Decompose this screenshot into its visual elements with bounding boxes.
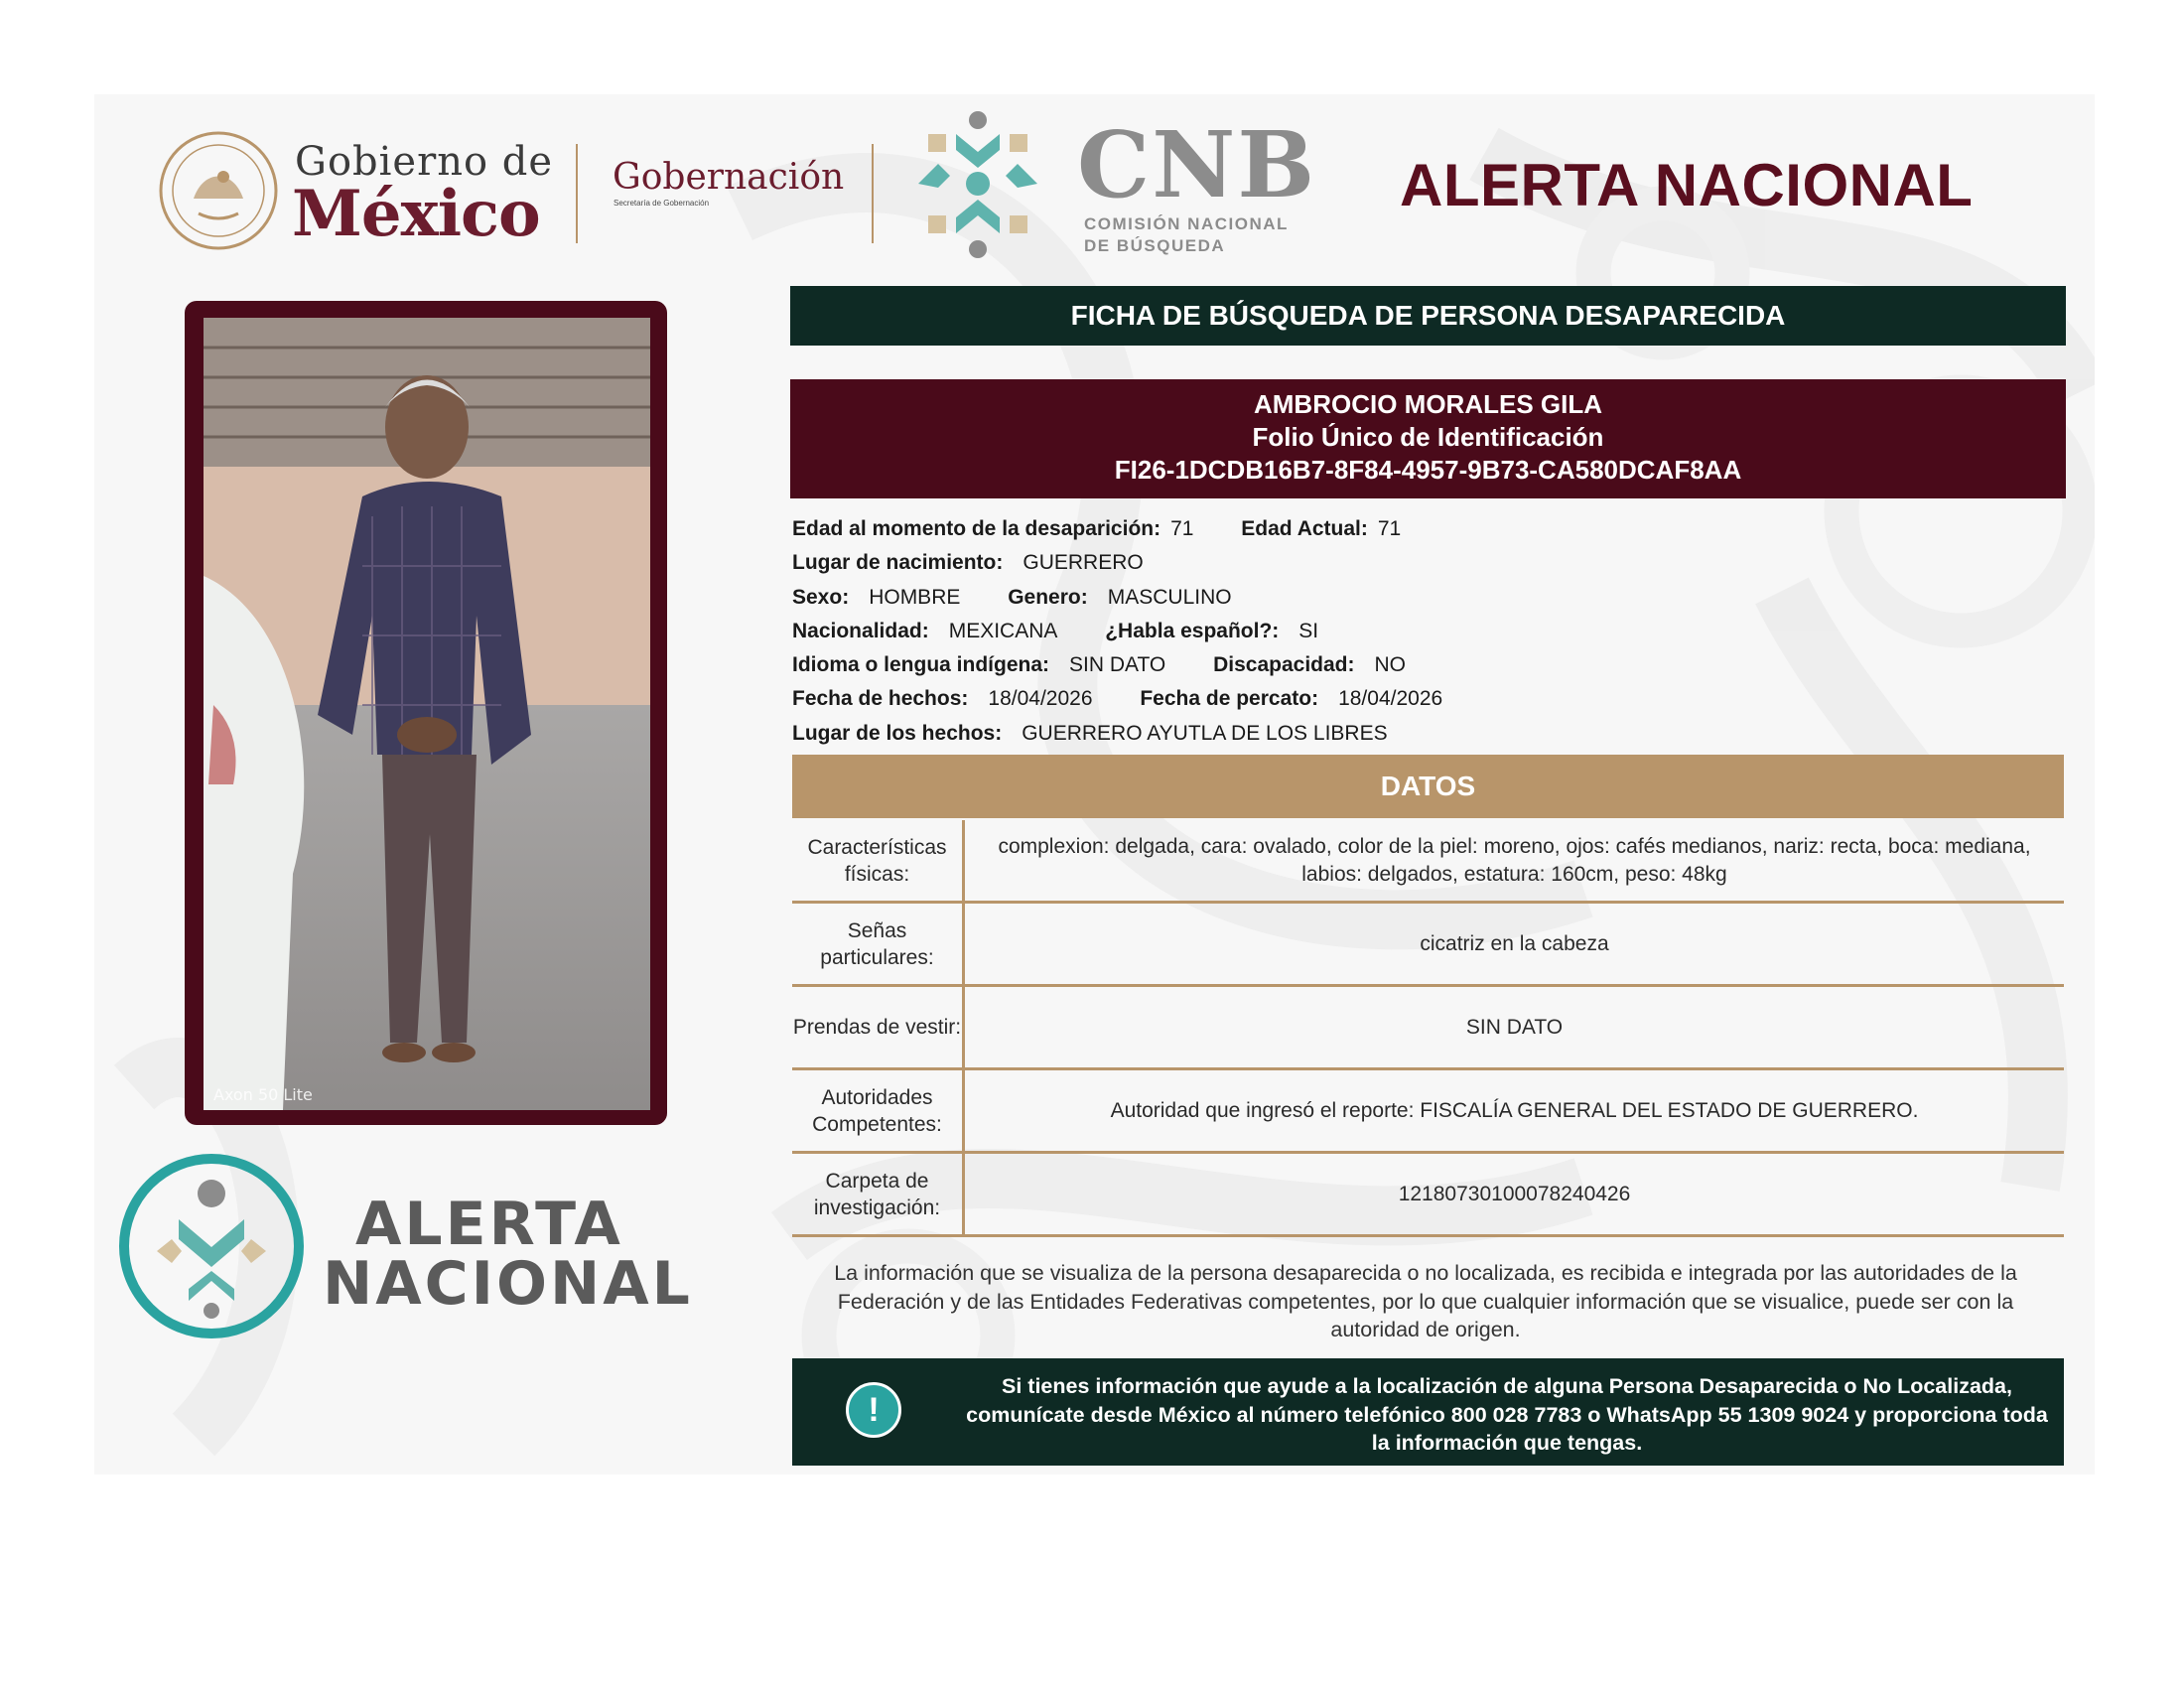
genero-label: Genero: (1008, 585, 1088, 609)
idioma-label: Idioma o lengua indígena: (792, 653, 1050, 677)
cnb-wordmark: CNB (1077, 111, 1317, 218)
person-photo (204, 318, 650, 1110)
gobernacion-subtitle: Secretaría de Gobernación (614, 199, 710, 208)
folio-label: Folio Único de Identificación (1252, 422, 1604, 452)
row-label: Carpeta de investigación: (792, 1154, 965, 1234)
sexo-label: Sexo: (792, 585, 850, 609)
folio-value: FI26-1DCDB16B7-8F84-4957-9B73-CA580DCAF8AA (1114, 455, 1742, 485)
alerta-logo-text-1: ALERTA (355, 1190, 623, 1259)
mexico-text: México (292, 177, 540, 251)
gobernacion-text: Gobernación (613, 157, 845, 198)
table-row (792, 904, 2064, 987)
edad-desaparicion-value: 71 (1170, 517, 1194, 540)
person-name-bar (790, 379, 2066, 498)
table-row (792, 1154, 2064, 1237)
ficha-title-bar (790, 286, 2066, 346)
fecha-hechos-value: 18/04/2026 (988, 687, 1093, 711)
contact-info-bar (792, 1358, 2064, 1466)
fact-line (792, 546, 2063, 580)
lugar-nacimiento-value: GUERRERO (1023, 551, 1144, 575)
fact-line (792, 682, 2063, 716)
fact-line (792, 512, 2063, 546)
row-value: complexion: delgada, cara: ovalado, color de la piel: moreno, ojos: cafés medianos, nariz: recta, boca: mediana, labios: delgados, estatura: 160cm, peso: 48kg (998, 834, 2031, 886)
fecha-percato-label: Fecha de percato: (1140, 687, 1319, 711)
idioma-value: SIN DATO (1069, 653, 1166, 677)
person-photo-image (204, 318, 650, 1110)
edad-actual-value: 71 (1377, 517, 1402, 540)
lugar-nacimiento-label: Lugar de nacimiento: (792, 551, 1004, 575)
fact-line (792, 615, 2063, 648)
cnb-logo-icon (898, 104, 1057, 263)
datos-table (792, 820, 2064, 1237)
lugar-hechos-label: Lugar de los hechos: (792, 721, 1003, 745)
fact-line (792, 717, 2063, 751)
datos-title-bar (792, 755, 2064, 818)
header-divider (872, 144, 874, 243)
nacionalidad-value: MEXICANA (948, 619, 1058, 642)
row-value: Autoridad que ingresó el reporte: FISCALÍA GENERAL DEL ESTADO DE GUERRERO. (1110, 1098, 1919, 1122)
row-value: 12180730100078240426 (1398, 1182, 1631, 1205)
habla-espanol-value: SI (1298, 619, 1319, 642)
disclaimer-text: La información que se visualiza de la persona desaparecida o no localizada, es recibida e integrada por las autoridades de la Federación y de las Entidades Federativas competentes, por lo que cualquier información que se visualice, puede ser con la autoridad de origen. (834, 1261, 2017, 1341)
table-row (792, 987, 2064, 1070)
discapacidad-label: Discapacidad: (1213, 653, 1355, 677)
row-value: cicatriz en la cabeza (1420, 931, 1609, 955)
fecha-hechos-label: Fecha de hechos: (792, 687, 969, 711)
alerta-logo-text-2: NACIONAL (323, 1249, 693, 1319)
row-label: Autoridades Competentes: (792, 1070, 965, 1151)
header (0, 0, 2184, 278)
fact-line (792, 581, 2063, 615)
fact-line (792, 648, 2063, 682)
row-label: Prendas de vestir: (792, 987, 965, 1067)
habla-espanol-label: ¿Habla español?: (1105, 619, 1280, 642)
table-row (792, 820, 2064, 904)
gobierno-de-text: Gobierno de (295, 139, 554, 185)
header-divider (576, 144, 578, 243)
cnb-subtitle-1: COMISIÓN NACIONAL (1084, 214, 1289, 233)
row-label: Señas particulares: (792, 904, 965, 984)
genero-value: MASCULINO (1107, 585, 1232, 609)
alerta-nacional-title: ALERTA NACIONAL (1400, 152, 1974, 218)
cnb-subtitle-2: DE BÚSQUEDA (1084, 236, 1226, 255)
contact-info-text: Si tienes información que ayude a la localización de alguna Persona Desaparecida o No Localizada, comunícate desde México al número telefónico 800 028 7783 o WhatsApp 55 1309 9024 y proporciona toda la información que tengas. (966, 1374, 2048, 1455)
nacionalidad-label: Nacionalidad: (792, 619, 929, 642)
mexico-coat-of-arms-icon (154, 129, 283, 253)
alerta-nacional-logo-icon (117, 1152, 306, 1340)
exclamation-icon: ! (846, 1382, 901, 1438)
ficha-title: FICHA DE BÚSQUEDA DE PERSONA DESAPARECIDA (1070, 300, 1786, 331)
sexo-value: HOMBRE (869, 585, 961, 609)
discapacidad-value: NO (1374, 653, 1406, 677)
person-name: AMBROCIO MORALES GILA (1254, 389, 1602, 419)
lugar-hechos-value: GUERRERO AYUTLA DE LOS LIBRES (1022, 721, 1388, 745)
person-facts (792, 512, 2063, 751)
table-row (792, 1070, 2064, 1154)
row-value: SIN DATO (1465, 1015, 1564, 1039)
edad-actual-label: Edad Actual: (1241, 517, 1368, 540)
fecha-percato-value: 18/04/2026 (1338, 687, 1443, 711)
datos-title: DATOS (1380, 771, 1476, 801)
photo-watermark: Axon 50 Lite (213, 1085, 313, 1104)
edad-desaparicion-label: Edad al momento de la desaparición: (792, 517, 1161, 540)
row-label: Características físicas: (792, 820, 965, 901)
